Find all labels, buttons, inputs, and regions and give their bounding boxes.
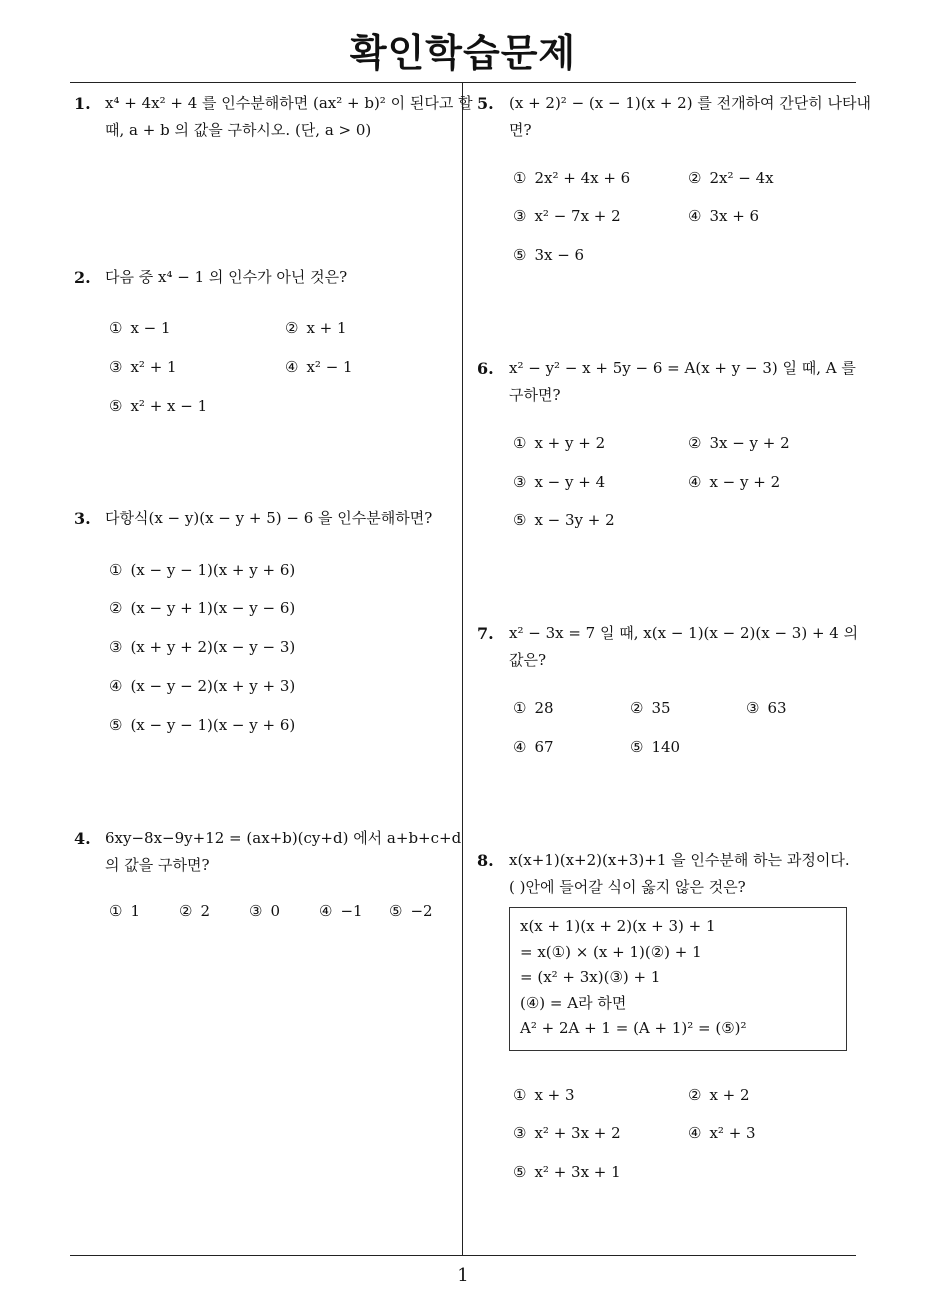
option-mark: ① bbox=[109, 561, 123, 579]
option-mark: ③ bbox=[513, 1124, 527, 1142]
option-5[interactable] bbox=[513, 511, 615, 529]
option-text: x + 2 bbox=[709, 1086, 750, 1104]
option-text: (x + y + 2)(x − y − 3) bbox=[130, 638, 296, 656]
option-mark: ⑤ bbox=[109, 716, 123, 734]
option-4[interactable] bbox=[513, 738, 554, 756]
option-1[interactable] bbox=[513, 699, 554, 717]
option-text: 1 bbox=[130, 902, 140, 920]
option-text: x − y + 2 bbox=[709, 473, 781, 491]
question-line: (x + 2)² − (x − 1)(x + 2) 를 전개하여 간단히 나타내 bbox=[509, 94, 872, 112]
question-number: 6. bbox=[477, 359, 494, 378]
option-text: 3x − 6 bbox=[534, 246, 585, 264]
option-text: 2x² − 4x bbox=[709, 169, 774, 187]
option-mark: ① bbox=[513, 434, 527, 452]
option-4[interactable] bbox=[688, 1124, 756, 1142]
option-3[interactable] bbox=[109, 638, 295, 656]
option-mark: ① bbox=[109, 319, 123, 337]
option-5[interactable] bbox=[109, 397, 207, 415]
option-mark: ② bbox=[285, 319, 299, 337]
option-mark: ① bbox=[109, 902, 123, 920]
question-number: 3. bbox=[74, 509, 91, 528]
option-2[interactable] bbox=[109, 599, 295, 617]
question-line: ( )안에 들어갈 식이 옳지 않은 것은? bbox=[509, 878, 746, 896]
option-text: x − 1 bbox=[130, 319, 171, 337]
option-text: (x − y − 1)(x − y + 6) bbox=[130, 716, 296, 734]
option-mark: ④ bbox=[513, 738, 527, 756]
option-mark: ④ bbox=[319, 902, 333, 920]
page-number: 1 bbox=[457, 1265, 469, 1286]
option-mark: ② bbox=[109, 599, 123, 617]
option-4[interactable] bbox=[319, 902, 363, 920]
option-2[interactable] bbox=[285, 319, 347, 337]
top-rule bbox=[70, 82, 856, 83]
option-1[interactable] bbox=[109, 902, 140, 920]
derivation-line: A² + 2A + 1 = (A + 1)² = (⑤)² bbox=[520, 1019, 747, 1037]
bottom-rule bbox=[70, 1255, 856, 1256]
option-mark: ② bbox=[630, 699, 644, 717]
question-number: 8. bbox=[477, 851, 494, 870]
option-mark: ③ bbox=[513, 207, 527, 225]
option-2[interactable] bbox=[688, 169, 774, 187]
option-mark: ⑤ bbox=[513, 246, 527, 264]
option-2[interactable] bbox=[688, 434, 790, 452]
question-text bbox=[509, 90, 871, 144]
question-text bbox=[105, 825, 461, 879]
option-text: −1 bbox=[340, 902, 363, 920]
option-2[interactable] bbox=[179, 902, 210, 920]
option-4[interactable] bbox=[688, 207, 759, 225]
option-mark: ⑤ bbox=[513, 511, 527, 529]
question-line: 값은? bbox=[509, 651, 547, 669]
question-line: 6xy−8x−9y+12 = (ax+b)(cy+d) 에서 a+b+c+d bbox=[105, 829, 462, 847]
option-mark: ④ bbox=[688, 473, 702, 491]
question-line: x(x+1)(x+2)(x+3)+1 을 인수분해 하는 과정이다. bbox=[509, 851, 850, 869]
option-text: 2x² + 4x + 6 bbox=[534, 169, 631, 187]
option-text: 3x + 6 bbox=[709, 207, 760, 225]
option-mark: ③ bbox=[513, 473, 527, 491]
derivation-line: (④) = A라 하면 bbox=[520, 993, 627, 1012]
option-mark: ⑤ bbox=[389, 902, 403, 920]
option-mark: ① bbox=[513, 169, 527, 187]
option-mark: ④ bbox=[285, 358, 299, 376]
question-text bbox=[105, 90, 473, 144]
option-5[interactable] bbox=[389, 902, 433, 920]
option-text: x² + 3 bbox=[709, 1124, 756, 1142]
question-line: 다항식(x − y)(x − y + 5) − 6 을 인수분해하면? bbox=[105, 509, 433, 527]
option-1[interactable] bbox=[513, 169, 630, 187]
option-3[interactable] bbox=[249, 902, 280, 920]
option-text: x² − 1 bbox=[306, 358, 353, 376]
option-text: 28 bbox=[534, 699, 554, 717]
option-4[interactable] bbox=[109, 677, 295, 695]
question-line: 의 값을 구하면? bbox=[105, 856, 210, 874]
option-text: 2 bbox=[200, 902, 210, 920]
question-text bbox=[105, 505, 432, 532]
option-4[interactable] bbox=[285, 358, 353, 376]
option-mark: ③ bbox=[109, 358, 123, 376]
option-mark: ④ bbox=[688, 1124, 702, 1142]
option-mark: ③ bbox=[249, 902, 263, 920]
option-1[interactable] bbox=[109, 561, 295, 579]
option-1[interactable] bbox=[513, 434, 605, 452]
option-3[interactable] bbox=[513, 1124, 621, 1142]
option-2[interactable] bbox=[630, 699, 671, 717]
question-line: 면? bbox=[509, 121, 532, 139]
option-mark: ② bbox=[688, 1086, 702, 1104]
option-text: x² + 3x + 1 bbox=[534, 1163, 621, 1181]
option-text: (x − y − 2)(x + y + 3) bbox=[130, 677, 296, 695]
option-text: (x − y + 1)(x − y − 6) bbox=[130, 599, 296, 617]
option-text: x + 3 bbox=[534, 1086, 575, 1104]
question-text bbox=[509, 847, 850, 901]
option-1[interactable] bbox=[513, 1086, 575, 1104]
option-text: x² − 7x + 2 bbox=[534, 207, 621, 225]
option-mark: ② bbox=[688, 434, 702, 452]
question-number: 2. bbox=[74, 268, 91, 287]
question-line: x² − 3x = 7 일 때, x(x − 1)(x − 2)(x − 3) + 4 의 bbox=[509, 624, 859, 642]
question-line: x² − y² − x + 5y − 6 = A(x + y − 3) 일 때, A 를 bbox=[509, 359, 856, 377]
option-mark: ⑤ bbox=[630, 738, 644, 756]
derivation-box bbox=[509, 907, 847, 1051]
option-5[interactable] bbox=[109, 716, 295, 734]
option-text: x² + x − 1 bbox=[130, 397, 208, 415]
option-5[interactable] bbox=[630, 738, 680, 756]
option-text: x − y + 4 bbox=[534, 473, 606, 491]
question-text bbox=[509, 355, 856, 409]
option-text: 63 bbox=[767, 699, 787, 717]
option-text: x² + 1 bbox=[130, 358, 177, 376]
option-text: 35 bbox=[651, 699, 671, 717]
option-mark: ⑤ bbox=[513, 1163, 527, 1181]
option-2[interactable] bbox=[688, 1086, 750, 1104]
option-mark: ① bbox=[513, 699, 527, 717]
question-text bbox=[105, 264, 347, 291]
column-divider bbox=[462, 83, 463, 1255]
option-3[interactable] bbox=[513, 207, 621, 225]
option-text: (x − y − 1)(x + y + 6) bbox=[130, 561, 296, 579]
option-5[interactable] bbox=[513, 1163, 621, 1181]
option-mark: ① bbox=[513, 1086, 527, 1104]
option-1[interactable] bbox=[109, 319, 171, 337]
derivation-line: = x(①) × (x + 1)(②) + 1 bbox=[520, 942, 702, 961]
question-text bbox=[509, 620, 858, 674]
option-text: 0 bbox=[270, 902, 280, 920]
question-number: 5. bbox=[477, 94, 494, 113]
option-text: 3x − y + 2 bbox=[709, 434, 790, 452]
question-line: x⁴ + 4x² + 4 를 인수분해하면 (ax² + b)² 이 된다고 할 bbox=[105, 94, 473, 112]
option-text: x² + 3x + 2 bbox=[534, 1124, 621, 1142]
option-mark: ④ bbox=[688, 207, 702, 225]
question-number: 1. bbox=[74, 94, 91, 113]
option-3[interactable] bbox=[513, 473, 605, 491]
option-text: 140 bbox=[651, 738, 681, 756]
option-text: −2 bbox=[410, 902, 433, 920]
derivation-line: = (x² + 3x)(③) + 1 bbox=[520, 968, 661, 986]
option-3[interactable] bbox=[109, 358, 177, 376]
option-mark: ④ bbox=[109, 677, 123, 695]
question-line: 구하면? bbox=[509, 386, 561, 404]
option-text: x + 1 bbox=[306, 319, 347, 337]
option-5[interactable] bbox=[513, 246, 584, 264]
option-text: 67 bbox=[534, 738, 554, 756]
question-line: 때, a + b 의 값을 구하시오. (단, a > 0) bbox=[105, 121, 372, 139]
option-text: x + y + 2 bbox=[534, 434, 606, 452]
question-number: 4. bbox=[74, 829, 91, 848]
option-mark: ② bbox=[688, 169, 702, 187]
option-text: x − 3y + 2 bbox=[534, 511, 615, 529]
page-title: 확인학습문제 bbox=[349, 31, 577, 75]
option-4[interactable] bbox=[688, 473, 780, 491]
option-mark: ③ bbox=[746, 699, 760, 717]
option-3[interactable] bbox=[746, 699, 787, 717]
option-mark: ⑤ bbox=[109, 397, 123, 415]
option-mark: ② bbox=[179, 902, 193, 920]
question-line: 다음 중 x⁴ − 1 의 인수가 아닌 것은? bbox=[105, 268, 348, 286]
question-number: 7. bbox=[477, 624, 494, 643]
derivation-line: x(x + 1)(x + 2)(x + 3) + 1 bbox=[520, 917, 716, 935]
option-mark: ③ bbox=[109, 638, 123, 656]
